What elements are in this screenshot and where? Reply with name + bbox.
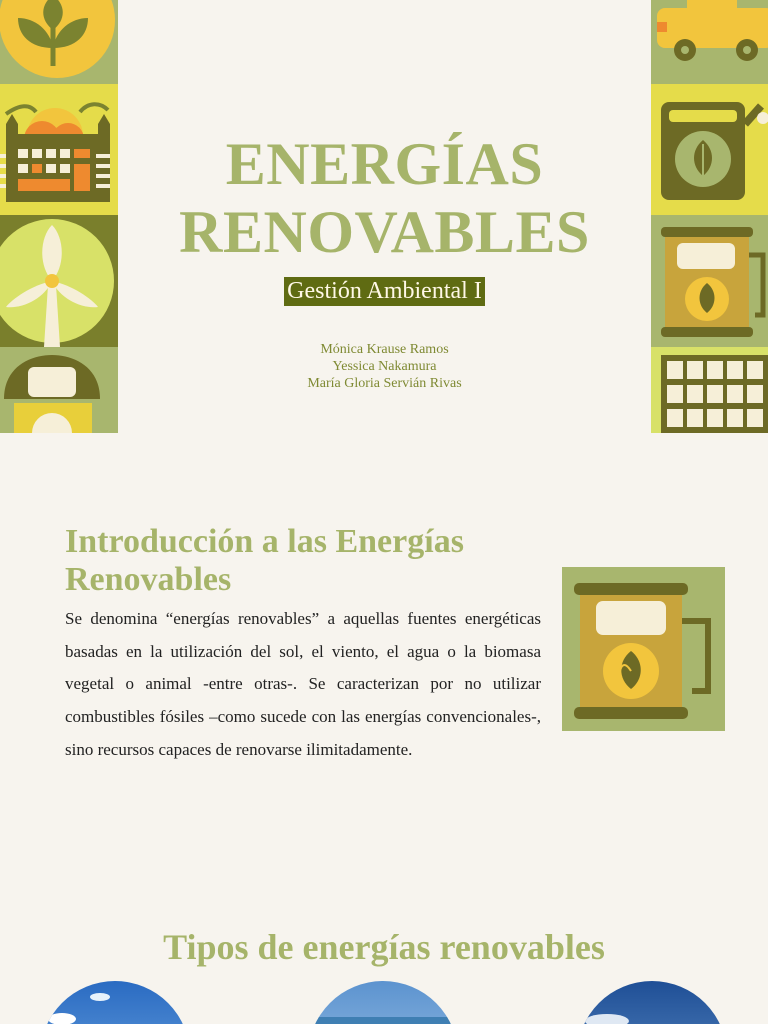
cover-title (118, 130, 651, 266)
types-title: Tipos de energías renovables (163, 927, 605, 967)
title-line-2: RENOVABLES (179, 199, 590, 265)
intro-paragraph: Se denomina “energías renovables” a aquellas fuentes energéticas basadas en la utilización del sol, el viento, el agua o la biomasa vegetal o animal -entre otras-. Se caracterizan por no utilizar combustibles fósiles –como sucede con las energías convencionales-, sino recursos capaces de renovarse ilimitadamente. (65, 609, 541, 759)
left-decor-strip (0, 0, 118, 433)
sky-photo-circle (40, 981, 190, 1024)
watering-can-icon (651, 84, 768, 215)
intro-title: Introducción a las Energías Renovables (65, 523, 464, 598)
sea-photo-circle (308, 981, 458, 1024)
fuel-pump-icon (562, 567, 725, 731)
cover-slide (0, 0, 768, 433)
right-decor-strip (651, 0, 768, 433)
title-line-1: ENERGÍAS (225, 131, 544, 197)
fuel-pump-icon (651, 215, 768, 347)
solar-panel-icon (651, 347, 768, 433)
car-icon (651, 0, 768, 84)
wind-turbine-icon (0, 215, 118, 347)
author-name: Mónica Krause Ramos (320, 342, 449, 357)
cover-subtitle: Gestión Ambiental I (284, 277, 485, 306)
author-name: Yessica Nakamura (332, 359, 437, 374)
leaf-icon (0, 0, 118, 84)
author-name: María Gloria Servián Rivas (307, 376, 462, 391)
authors-list (118, 341, 651, 392)
factory-icon (0, 84, 118, 215)
recycle-bin-icon (0, 347, 118, 433)
sky-photo-circle (577, 981, 727, 1024)
